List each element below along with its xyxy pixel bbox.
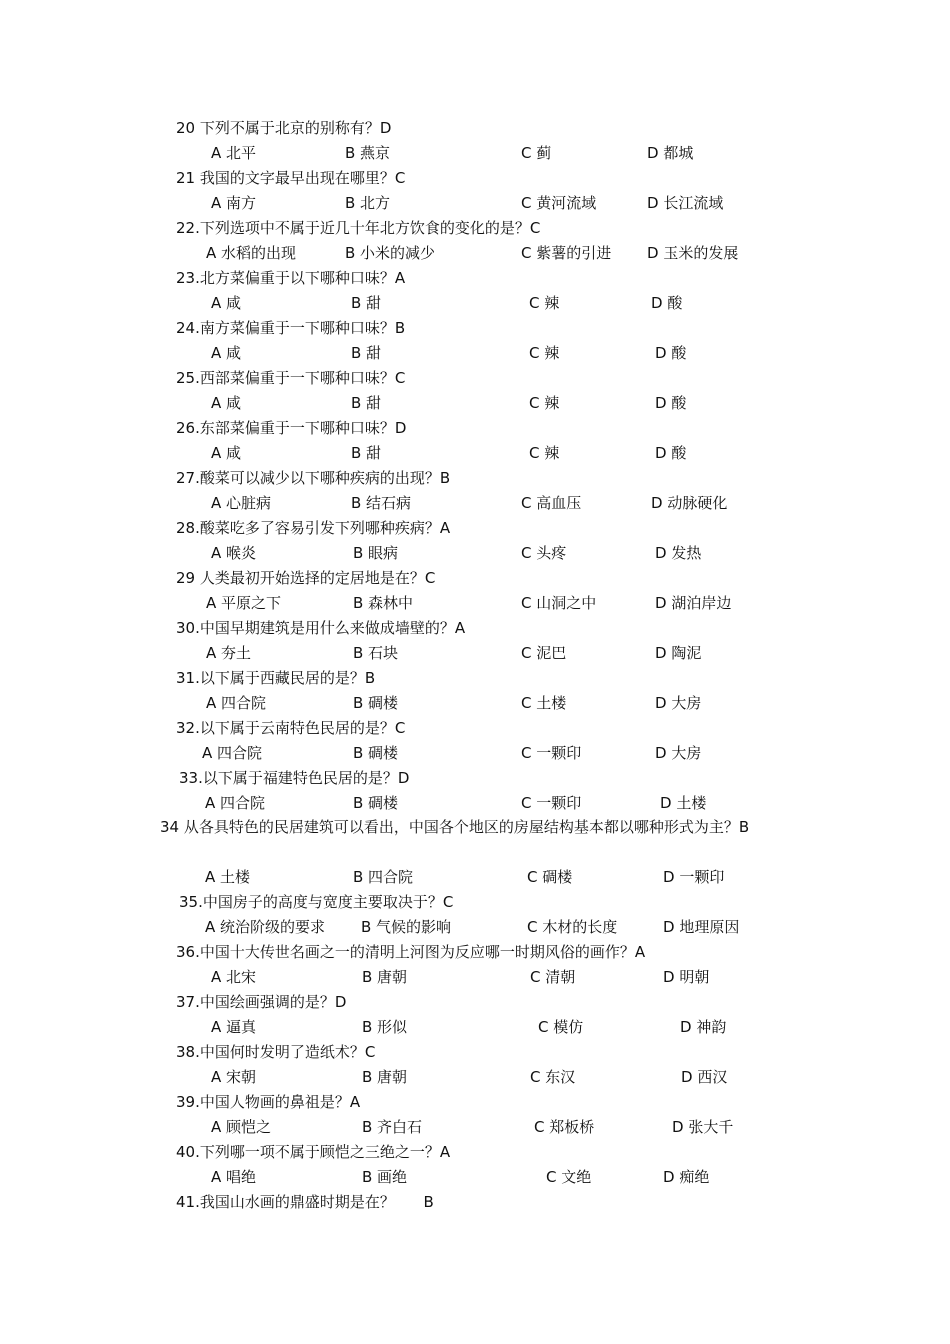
option-a: A 咸 <box>211 294 242 312</box>
option-a: A 顾恺之 <box>211 1118 272 1136</box>
option-b: B 甜 <box>351 394 382 412</box>
option-d: D 一颗印 <box>663 868 725 886</box>
question-text: 25.西部菜偏重于一下哪种口味？C <box>176 369 406 387</box>
option-c: C 辣 <box>529 344 560 362</box>
option-c: C 高血压 <box>521 494 582 512</box>
question-text: 29 人类最初开始选择的定居地是在？C <box>176 569 436 587</box>
option-c: C 文绝 <box>546 1168 592 1186</box>
option-d: D 地理原因 <box>663 918 740 936</box>
question-text: 28.酸菜吃多了容易引发下列哪种疾病？A <box>176 519 451 537</box>
option-b: B 甜 <box>351 444 382 462</box>
option-b: B 碉楼 <box>353 794 399 812</box>
option-a: A 咸 <box>211 444 242 462</box>
option-d: D 张大千 <box>672 1118 734 1136</box>
option-b: B 森林中 <box>353 594 414 612</box>
option-b: B 燕京 <box>345 144 391 162</box>
option-a: A 逼真 <box>211 1018 257 1036</box>
option-d: D 大房 <box>655 744 702 762</box>
question-text: 39.中国人物画的鼻祖是？A <box>176 1093 361 1111</box>
option-d: D 动脉硬化 <box>651 494 728 512</box>
option-c: C 东汉 <box>530 1068 576 1086</box>
option-d: D 酸 <box>655 344 687 362</box>
option-a: A 四合院 <box>202 744 263 762</box>
option-c: C 辣 <box>529 394 560 412</box>
question-text: 33.以下属于福建特色民居的是？D <box>179 769 410 787</box>
option-b: B 甜 <box>351 294 382 312</box>
question-text: 24.南方菜偏重于一下哪种口味？B <box>176 319 406 337</box>
question-text: 27.酸菜可以减少以下哪种疾病的出现？B <box>176 469 451 487</box>
question-text: 31.以下属于西藏民居的是？B <box>176 669 376 687</box>
option-d: D 湖泊岸边 <box>655 594 732 612</box>
option-c: C 泥巴 <box>521 644 567 662</box>
question-text: 38.中国何时发明了造纸术？C <box>176 1043 376 1061</box>
option-a: A 四合院 <box>206 694 267 712</box>
option-a: A 统治阶级的要求 <box>205 918 326 936</box>
option-b: B 小米的减少 <box>345 244 436 262</box>
option-b: B 甜 <box>351 344 382 362</box>
option-b: B 结石病 <box>351 494 412 512</box>
option-a: A 心脏病 <box>211 494 272 512</box>
question-text: 22.下列选项中不属于近几十年北方饮食的变化的是？C <box>176 219 541 237</box>
question-text: 36.中国十大传世名画之一的清明上河图为反应哪一时期风俗的画作？A <box>176 943 646 961</box>
option-b: B 北方 <box>345 194 391 212</box>
option-d: D 都城 <box>647 144 694 162</box>
option-b: B 气候的影响 <box>361 918 452 936</box>
question-text: 37.中国绘画强调的是？D <box>176 993 347 1011</box>
question-text: 26.东部菜偏重于一下哪种口味？D <box>176 419 407 437</box>
question-text: 40.下列哪一项不属于顾恺之三绝之一？A <box>176 1143 451 1161</box>
option-a: A 唱绝 <box>211 1168 257 1186</box>
option-d: D 酸 <box>655 394 687 412</box>
option-a: A 喉炎 <box>211 544 257 562</box>
option-a: A 夯土 <box>206 644 252 662</box>
option-c: C 模仿 <box>538 1018 584 1036</box>
option-a: A 平原之下 <box>206 594 282 612</box>
option-a: A 北平 <box>211 144 257 162</box>
question-text: 21 我国的文字最早出现在哪里？C <box>176 169 406 187</box>
question-text: 32.以下属于云南特色民居的是？C <box>176 719 406 737</box>
option-d: D 明朝 <box>663 968 710 986</box>
option-a: A 南方 <box>211 194 257 212</box>
option-a: A 土楼 <box>205 868 251 886</box>
question-text: 41.我国山水画的鼎盛时期是在？ B <box>176 1193 434 1211</box>
option-b: B 碉楼 <box>353 694 399 712</box>
option-b: B 四合院 <box>353 868 414 886</box>
option-d: D 大房 <box>655 694 702 712</box>
option-c: C 辣 <box>529 294 560 312</box>
option-d: D 神韵 <box>680 1018 727 1036</box>
option-c: C 碉楼 <box>527 868 573 886</box>
option-c: C 头疼 <box>521 544 567 562</box>
option-b: B 唐朝 <box>362 968 408 986</box>
option-d: D 发热 <box>655 544 702 562</box>
option-b: B 画绝 <box>362 1168 408 1186</box>
option-c: C 土楼 <box>521 694 567 712</box>
option-d: D 酸 <box>651 294 683 312</box>
option-b: B 碉楼 <box>353 744 399 762</box>
option-d: D 痴绝 <box>663 1168 710 1186</box>
option-a: A 水稻的出现 <box>206 244 297 262</box>
option-d: D 陶泥 <box>655 644 702 662</box>
question-text: 20 下列不属于北京的别称有？D <box>176 119 392 137</box>
option-b: B 石块 <box>353 644 399 662</box>
option-b: B 唐朝 <box>362 1068 408 1086</box>
option-a: A 咸 <box>211 344 242 362</box>
option-c: C 蓟 <box>521 144 552 162</box>
option-b: B 齐白石 <box>362 1118 423 1136</box>
option-c: C 黄河流域 <box>521 194 597 212</box>
option-b: B 眼病 <box>353 544 399 562</box>
option-c: C 辣 <box>529 444 560 462</box>
option-a: A 四合院 <box>205 794 266 812</box>
option-c: C 郑板桥 <box>534 1118 595 1136</box>
option-a: A 宋朝 <box>211 1068 257 1086</box>
question-text: 34 从各具特色的民居建筑可以看出，中国各个地区的房屋结构基本都以哪种形式为主？B <box>160 818 750 836</box>
option-c: C 紫薯的引进 <box>521 244 612 262</box>
option-d: D 土楼 <box>660 794 707 812</box>
question-text: 23.北方菜偏重于以下哪种口味？A <box>176 269 406 287</box>
option-c: C 木材的长度 <box>527 918 618 936</box>
question-text: 35.中国房子的高度与宽度主要取决于？C <box>179 893 454 911</box>
option-d: D 玉米的发展 <box>647 244 739 262</box>
question-text: 30.中国早期建筑是用什么来做成墙壁的？A <box>176 619 466 637</box>
option-b: B 形似 <box>362 1018 408 1036</box>
option-c: C 清朝 <box>530 968 576 986</box>
option-c: C 一颗印 <box>521 744 582 762</box>
option-d: D 酸 <box>655 444 687 462</box>
option-d: D 西汉 <box>681 1068 728 1086</box>
option-a: A 北宋 <box>211 968 257 986</box>
option-d: D 长江流域 <box>647 194 724 212</box>
option-c: C 山洞之中 <box>521 594 597 612</box>
option-a: A 咸 <box>211 394 242 412</box>
option-c: C 一颗印 <box>521 794 582 812</box>
